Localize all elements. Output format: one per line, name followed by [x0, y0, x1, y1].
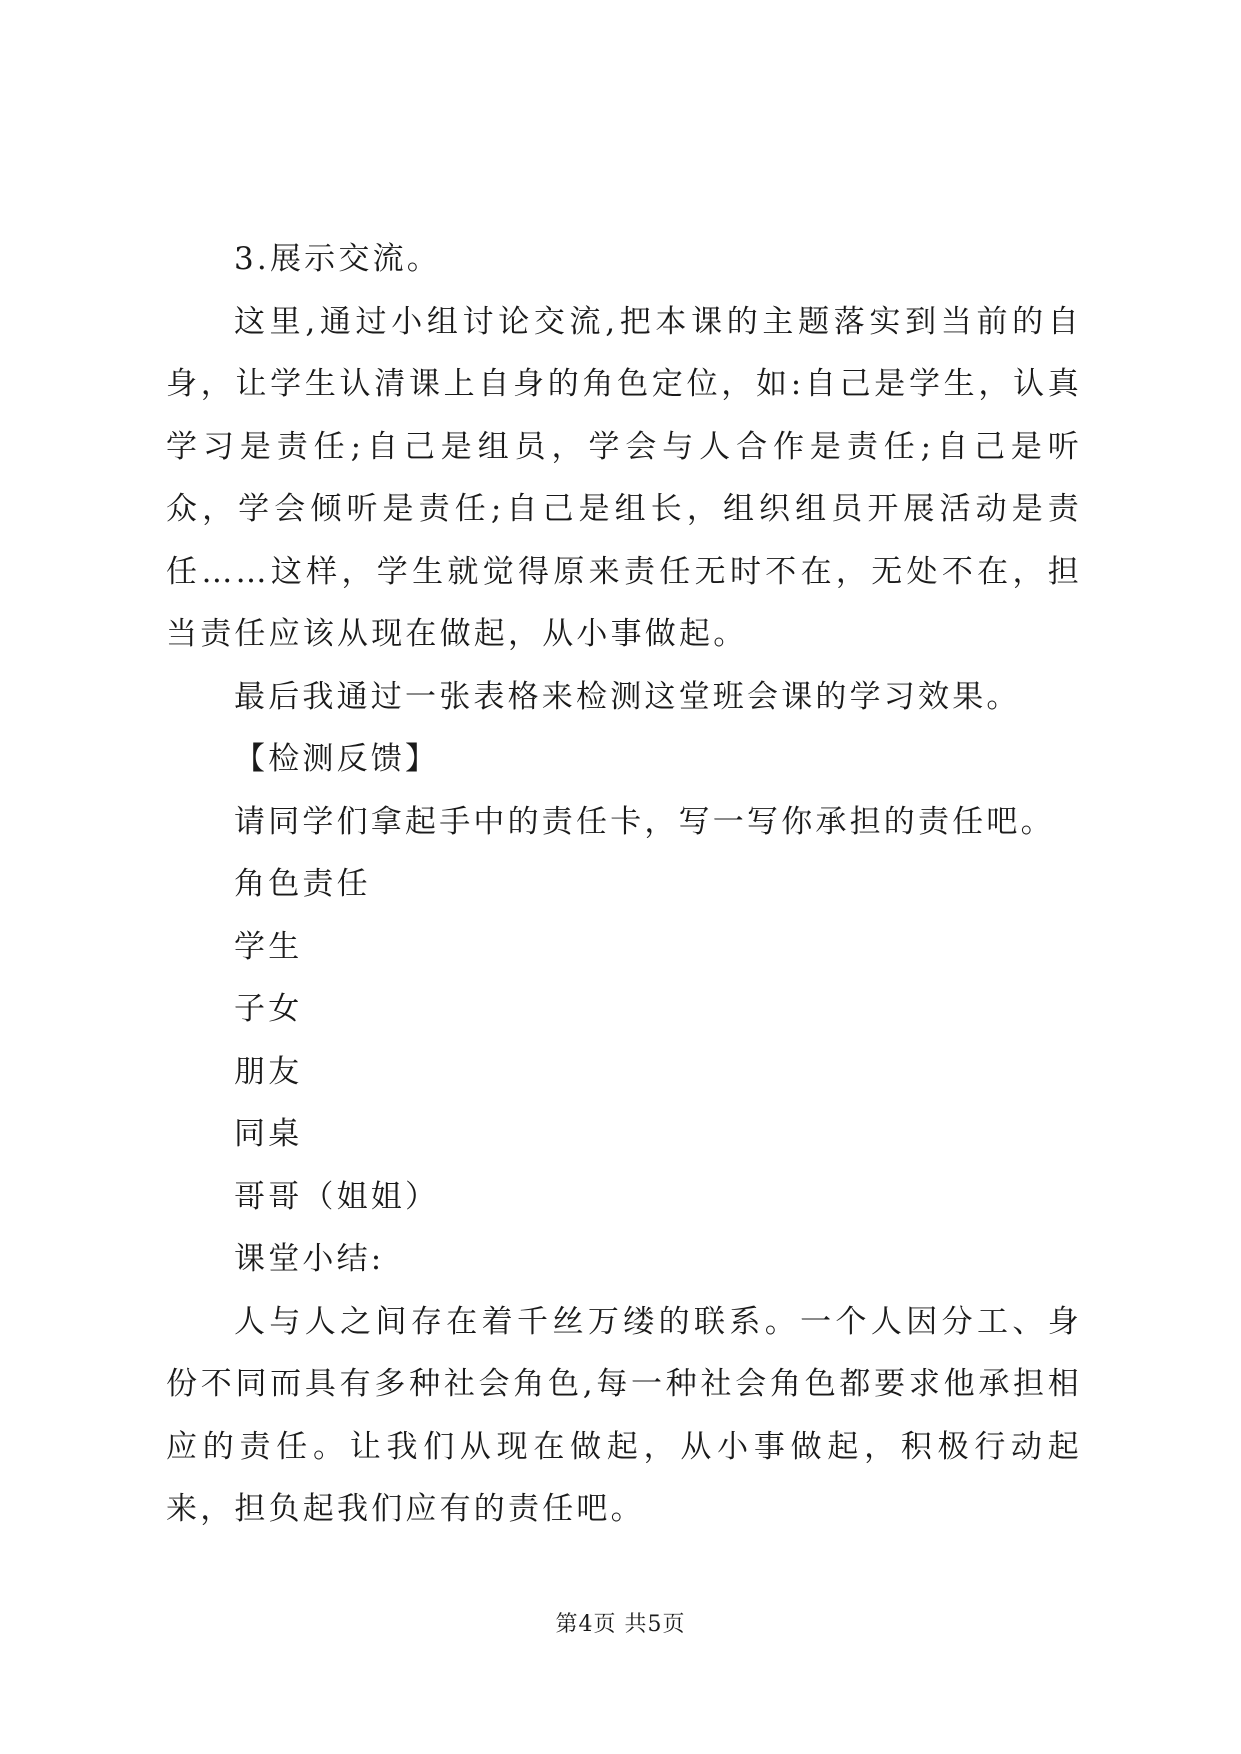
paragraph-table-intro: 最后我通过一张表格来检测这堂班会课的学习效果。 — [234, 678, 1021, 715]
role-item-child: 子女 — [234, 991, 303, 1027]
role-item-deskmate: 同桌 — [234, 1116, 303, 1152]
section-heading-feedback: 【检测反馈】 — [234, 741, 440, 777]
document-body — [166, 228, 1082, 1541]
role-item-student: 学生 — [234, 928, 303, 965]
table-header-role-responsibility: 角色责任 — [234, 866, 371, 902]
role-item-sibling: 哥哥（姐姐） — [234, 1178, 440, 1215]
role-item-friend: 朋友 — [234, 1053, 303, 1090]
section-heading-exchange: 3.展示交流。 — [234, 241, 441, 277]
paragraph-responsibility-card: 请同学们拿起手中的责任卡，写一写你承担的责任吧。 — [234, 803, 1055, 840]
section-heading-summary: 课堂小结: — [234, 1241, 385, 1277]
paragraph-summary: 人与人之间存在着千丝万缕的联系。一个人因分工、身份不同而具有多种社会角色,每一种社会角色都要求他承担相应的责任。让我们从现在做起，从小事做起，积极行动起来，担负起我们应有的责任吧。 — [166, 1303, 1082, 1527]
page-number-footer: 第4页 共5页 — [555, 1612, 686, 1637]
paragraph-discussion: 这里,通过小组讨论交流,把本课的主题落实到当前的自身，让学生认清课上自身的角色定位，如:自己是学生，认真学习是责任;自己是组员，学会与人合作是责任;自己是听众，学会倾听是责任;自己是组长，组织组员开展活动是责任……这样，学生就觉得原来责任无时不在，无处不在，担当责任应该从现在做起，从小事做起。 — [166, 303, 1082, 652]
